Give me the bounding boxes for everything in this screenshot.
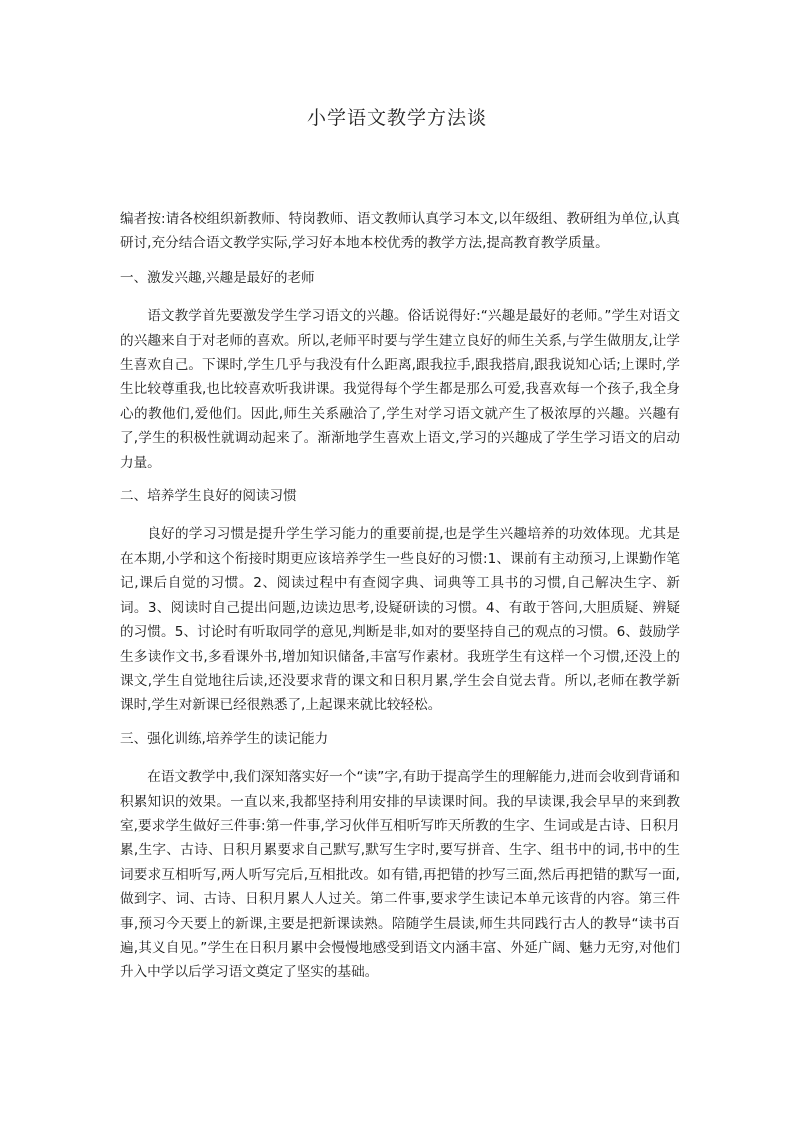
section-heading-2: 二、培养学生良好的阅读习惯 bbox=[120, 488, 297, 505]
section-paragraph-1: 语文教学首先要激发学生学习语文的兴趣。俗话说得好:“兴趣是最好的老师。”学生对语文的兴趣来自于对老师的喜欢。所以,老师平时要与学生建立良好的师生关系,与学生做朋友,让学生喜欢自己。下课时,学生几乎与我没有什么距离,跟我拉手,跟我搭肩,跟我说知心话;上课时,学生比较尊重我,也比较喜欢听我讲课。我觉得每个学生都是那么可爱,我喜欢每一个孩子,我全身心的教他们,爱他们。因此,师生关系融洽了,学生对学习语文就产生了极浓厚的兴趣。兴趣有了,学生的积极性就调动起来了。渐渐地学生喜欢上语文,学习的兴趣成了学生学习语文的启动力量。 bbox=[120, 308, 680, 471]
document-title: 小学语文教学方法谈 bbox=[306, 107, 487, 129]
editor-note: 编者按:请各校组织新教师、特岗教师、语文教师认真学习本文,以年级组、教研组为单位,认真研讨,充分结合语文教学实际,学习好本地本校优秀的教学方法,提高教育教学质量。 bbox=[120, 211, 680, 252]
section-heading-3: 三、强化训练,培养学生的读记能力 bbox=[120, 730, 329, 747]
document-body bbox=[120, 207, 680, 994]
section-paragraph-3: 在语文教学中,我们深知落实好一个“读”字,有助于提高学生的理解能力,进而会收到背诵和积累知识的效果。一直以来,我都坚持利用安排的早读课时间。我的早读课,我会早早的来到教室,要求学生做好三件事:第一件事,学习伙伴互相听写昨天所教的生字、生词或是古诗、日积月累,生字、古诗、日积月累要求自己默写,默写生字时,要写拼音、生字、组书中的词,书中的生词要求互相听写,两人听写完后,互相批改。如有错,再把错的抄写三面,然后再把错的默写一面,做到字、词、古诗、日积月累人人过关。第二件事,要求学生读记本单元该背的内容。第三件事,预习今天要上的新课,主要是把新课读熟。陪随学生晨读,师生共同践行古人的教导“读书百遍,其义自见。”学生在日积月累中会慢慢地感受到语文内涵丰富、外延广阔、魅力无穷,对他们升入中学以后学习语文奠定了坚实的基础。 bbox=[120, 769, 680, 981]
section-paragraph-2: 良好的学习习惯是提升学生学习能力的重要前提,也是学生兴趣培养的功效体现。尤其是在本期,小学和这个衔接时期更应该培养学生一些良好的习惯:1、课前有主动预习,上课勤作笔记,课后自觉的习惯。2、阅读过程中有查阅字典、词典等工具书的习惯,自己解决生字、新词。3、阅读时自己提出问题,边读边思考,设疑研读的习惯。4、有敢于答问,大胆质疑、辨疑的习惯。5、讨论时有听取同学的意见,判断是非,如对的要坚持自己的观点的习惯。6、鼓励学生多读作文书,多看课外书,增加知识储备,丰富写作素材。我班学生有这样一个习惯,还没上的课文,学生自觉地往后读,还没要求背的课文和日积月累,学生会自觉去背。所以,老师在教学新课时,学生对新课已经很熟悉了,上起课来就比较轻松。 bbox=[120, 526, 680, 714]
section-heading-1: 一、激发兴趣,兴趣是最好的老师 bbox=[120, 269, 315, 286]
